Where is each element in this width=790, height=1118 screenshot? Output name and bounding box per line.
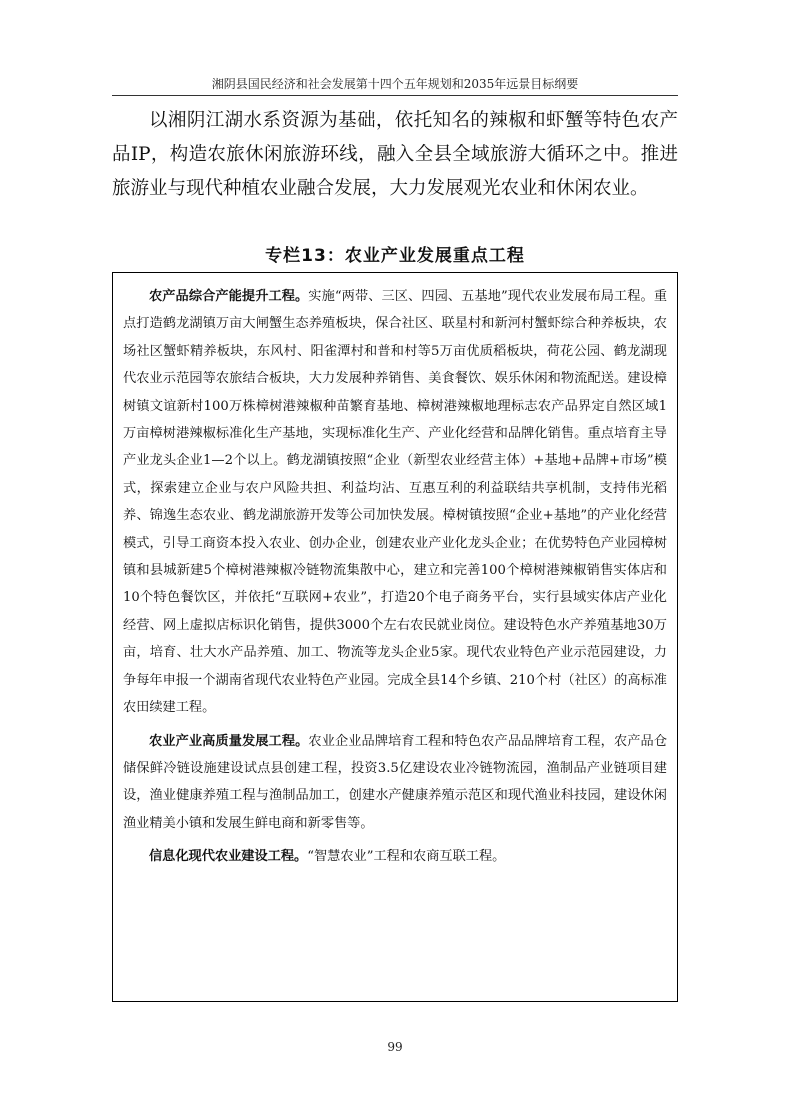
box-item <box>123 283 667 722</box>
box-item-text: 实施“两带、三区、四园、五基地”现代农业发展布局工程。重点打造鹤龙湖镇万亩大闸蟹生态养殖板块，保合社区、联星村和新河村蟹虾综合种养板块，农场社区蟹虾精养板块，东风村、阳雀潭村和普和村等5万亩优质稻板块，荷花公园、鹤龙湖现代农业示范园等农旅结合板块，大力发展种养销售、美食餐饮、娱乐休闲和物流配送。建设樟树镇文谊新村100万株樟树港辣椒种苗繁育基地、樟树港辣椒地理标志农产品界定自然区域1万亩樟树港辣椒标准化生产基地，实现标准化生产、产业化经营和品牌化销售。重点培育主导产业龙头企业1—2个以上。鹤龙湖镇按照“企业（新型农业经营主体）+基地+品牌+市场”模式，探索建立企业与农户风险共担、利益均沾、互惠互利的利益联结共享机制，支持伟光稻养、锦逸生态农业、鹤龙湖旅游开发等公司加快发展。樟树镇按照“企业+基地”的产业化经营模式，引导工商资本投入农业、创办企业，创建农业产业化龙头企业；在优势特色产业园樟树镇和县城新建5个樟树港辣椒冷链物流集散中心，建立和完善100个樟树港辣椒销售实体店和10个特色餐饮区，并依托“互联网+农业”，打造20个电子商务平台，实行县域实体店产业化经营、网上虚拟店标识化销售，提供3000个左右农民就业岗位。建设特色水产养殖基地30万亩，培育、壮大水产品养殖、加工、物流等龙头企业5家。现代农业特色产业示范园建设，力争每年申报一个湖南省现代农业特色产业园。完成全县14个乡镇、210个村（社区）的高标准农田续建工程。 <box>123 289 668 716</box>
column-box <box>112 272 678 1002</box>
column-box-title: 专栏13：农业产业发展重点工程 <box>265 246 525 266</box>
box-item-heading: 农业产业高质量发展工程。 <box>149 733 309 749</box>
running-header: 湘阴县国民经济和社会发展第十四个五年规划和2035年远景目标纲要 <box>211 77 579 91</box>
box-item-heading: 信息化现代农业建设工程。 <box>149 849 308 865</box>
box-item-text: 农业企业品牌培育工程和特色农产品品牌培育工程，农产品仓储保鲜冷链设施建设试点县创建工程，投资3.5亿建设农业冷链物流园，渔制品产业链项目建设，渔业健康养殖工程与渔制品加工，创建水产健康养殖示范区和现代渔业科技园，建设休闲渔业精美小镇和发展生鲜电商和新零售等。 <box>123 733 668 831</box>
page-number: 99 <box>387 1040 403 1054</box>
box-item <box>123 843 667 870</box>
column-box-content <box>123 283 667 877</box>
box-item-text: “智慧农业”工程和农商互联工程。 <box>307 849 506 865</box>
box-item-heading: 农产品综合产能提升工程。 <box>149 289 309 304</box>
box-item <box>123 728 667 838</box>
header-divider <box>112 95 678 96</box>
intro-paragraph: 以湘阴江湖水系资源为基础，依托知名的辣椒和虾蟹等特色农产品IP，构造农旅休闲旅游环线，融入全县全域旅游大循环之中。推进旅游业与现代种植农业融合发展，大力发展观光农业和休闲农业。 <box>112 110 678 199</box>
